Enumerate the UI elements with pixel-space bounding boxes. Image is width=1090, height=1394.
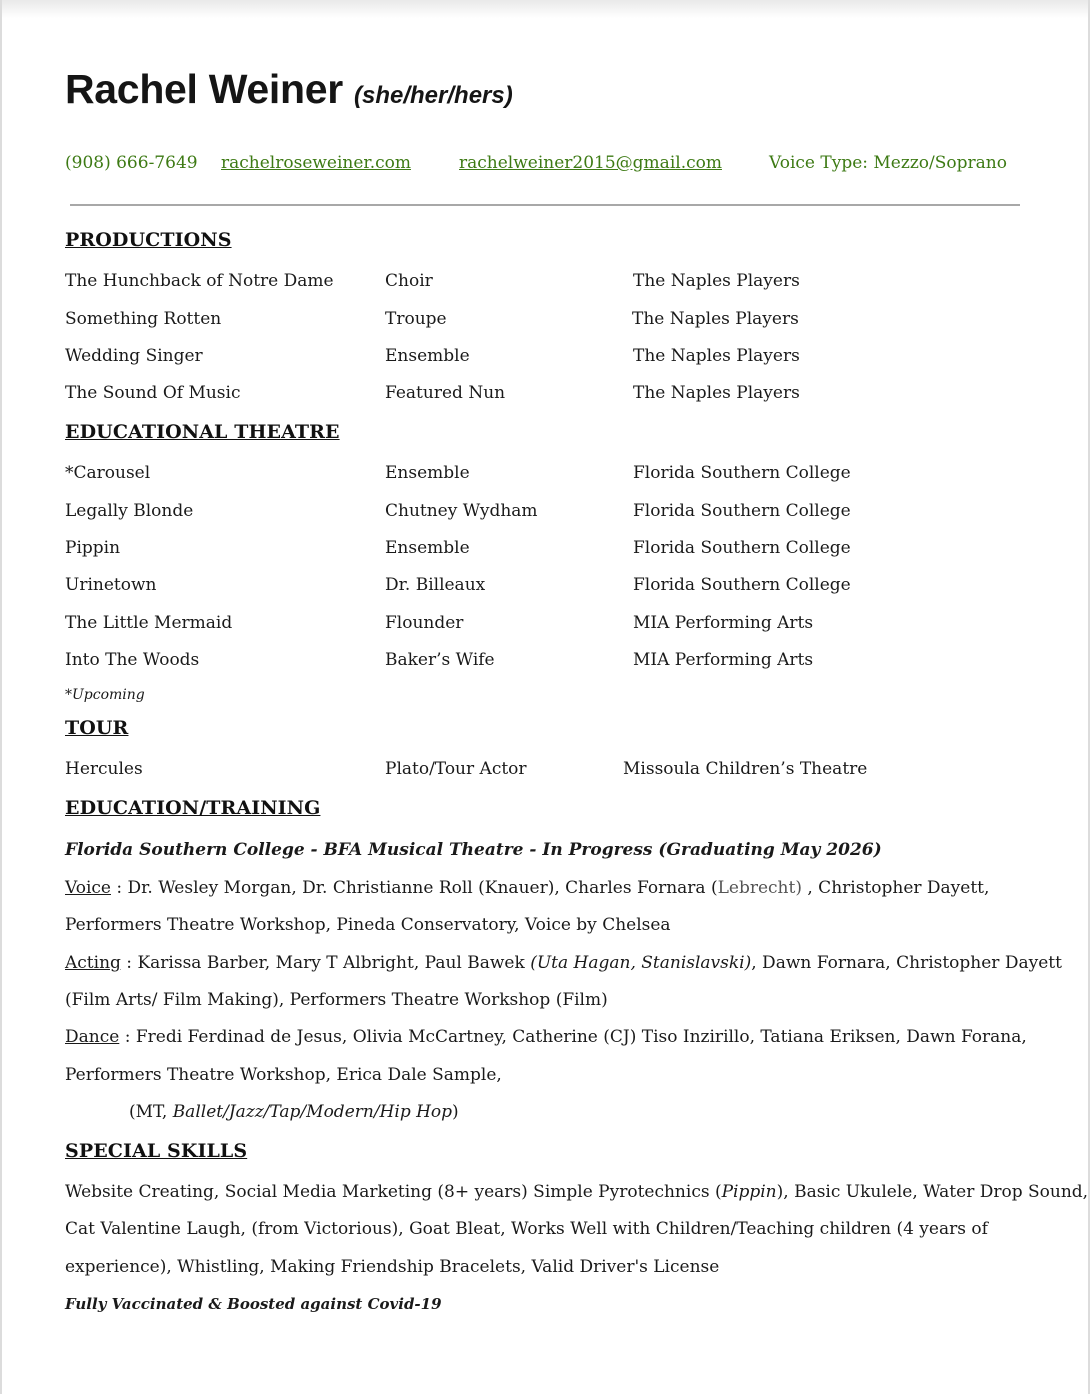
credit-role: Chutney Wydham (385, 501, 538, 521)
dance-teachers: : Fredi Ferdinad de Jesus, Olivia McCartney, Catherine (CJ) Tiso Inzirillo, Tatiana Eriksen, Dawn Forana, (119, 1027, 1027, 1047)
voice-teachers-cont: , Christopher Dayett, (801, 878, 990, 898)
credit-role: Choir (385, 271, 433, 291)
dance-styles-line (129, 1102, 459, 1122)
credit-show: The Hunchback of Notre Dame (65, 271, 334, 291)
skills-line-3: experience), Whistling, Making Friendship Bracelets, Valid Driver's License (65, 1257, 720, 1277)
voice-training-line-2: Performers Theatre Workshop, Pineda Conservatory, Voice by Chelsea (65, 915, 671, 935)
credit-role: Baker’s Wife (385, 650, 495, 670)
special-skills-heading: SPECIAL SKILLS (65, 1140, 248, 1162)
credit-show: Something Rotten (65, 309, 222, 329)
credit-company: The Naples Players (633, 271, 800, 291)
education-training-heading: EDUCATION/TRAINING (65, 797, 321, 819)
acting-training-line-2: (Film Arts/ Film Making), Performers Theatre Workshop (Film) (65, 990, 608, 1010)
credit-company: The Naples Players (633, 346, 800, 366)
credit-role: Flounder (385, 613, 464, 633)
voice-label: Voice (65, 878, 111, 898)
voice-training-line (65, 878, 989, 898)
skills-show-title: Pippin (721, 1182, 777, 1202)
acting-label: Acting (65, 953, 121, 973)
dance-styles-open: (MT, (129, 1102, 173, 1122)
resume-name: Rachel Weiner (65, 66, 343, 112)
credit-role: Dr. Billeaux (385, 575, 486, 595)
skills-text: Website Creating, Social Media Marketing (8+ years) Simple Pyrotechnics ( (65, 1182, 722, 1202)
phone-number: (908) 666-7649 (65, 153, 198, 173)
dance-training-line (65, 1027, 1027, 1047)
dance-training-line-2: Performers Theatre Workshop, Erica Dale Sample, (65, 1065, 502, 1085)
credit-role: Troupe (385, 309, 447, 329)
credit-show: Into The Woods (65, 650, 200, 670)
pronouns: (she/her/hers) (354, 82, 513, 109)
acting-teachers: : Karissa Barber, Mary T Albright, Paul Bawek (120, 953, 531, 973)
credit-role: Featured Nun (385, 383, 506, 403)
name-line (65, 66, 513, 113)
acting-training-line (65, 953, 1062, 973)
voice-type: Voice Type: Mezzo/Soprano (769, 153, 1007, 173)
credit-show: *Carousel (65, 463, 151, 483)
tour-heading: TOUR (65, 717, 129, 739)
website-link[interactable]: rachelroseweiner.com (221, 153, 411, 173)
skills-text-cont: ), Basic Ukulele, Water Drop Sound, (776, 1182, 1089, 1202)
credit-show: Hercules (65, 759, 143, 779)
credit-company: Florida Southern College (633, 463, 851, 483)
page-top-shadow (0, 0, 1090, 18)
productions-heading: PRODUCTIONS (65, 229, 232, 251)
credit-company: Missoula Children’s Theatre (623, 759, 868, 779)
credit-role: Ensemble (385, 346, 470, 366)
email-link[interactable]: rachelweiner2015@gmail.com (459, 153, 722, 173)
credit-role: Ensemble (385, 538, 470, 558)
credit-role: Ensemble (385, 463, 470, 483)
credit-company: The Naples Players (632, 309, 799, 329)
credit-company: MIA Performing Arts (633, 650, 814, 670)
credit-show: The Little Mermaid (65, 613, 233, 633)
credit-company: Florida Southern College (633, 538, 851, 558)
credit-show: Legally Blonde (65, 501, 194, 521)
degree-line: Florida Southern College - BFA Musical Theatre - In Progress (Graduating May 2026) (65, 840, 882, 860)
credit-show: Wedding Singer (65, 346, 203, 366)
skills-line-1 (65, 1182, 1088, 1202)
credit-role: Plato/Tour Actor (385, 759, 527, 779)
credit-show: The Sound Of Music (65, 383, 241, 403)
credit-company: MIA Performing Arts (633, 613, 814, 633)
educational-theatre-heading: EDUCATIONAL THEATRE (65, 421, 340, 443)
voice-teachers: : Dr. Wesley Morgan, Dr. Christianne Roll (Knauer), Charles Fornara ( (110, 878, 718, 898)
acting-teachers-cont: , Dawn Fornara, Christopher Dayett (751, 953, 1062, 973)
credit-company: Florida Southern College (633, 501, 851, 521)
credit-show: Urinetown (65, 575, 157, 595)
skills-line-2: Cat Valentine Laugh, (from Victorious), Goat Bleat, Works Well with Children/Teaching children (4 years of (65, 1219, 988, 1239)
upcoming-note: *Upcoming (65, 687, 145, 703)
credit-show: Pippin (65, 538, 121, 558)
page-left-border (0, 0, 2, 1394)
voice-teacher-note: Lebrecht) (717, 878, 802, 898)
dance-styles: Ballet/Jazz/Tap/Modern/Hip Hop (172, 1102, 453, 1122)
header-divider (70, 204, 1020, 206)
credit-company: The Naples Players (633, 383, 800, 403)
credit-company: Florida Southern College (633, 575, 851, 595)
vaccination-note: Fully Vaccinated & Boosted against Covid-19 (65, 1295, 442, 1313)
acting-methods: (Uta Hagan, Stanislavski) (530, 953, 752, 973)
dance-label: Dance (65, 1027, 120, 1047)
dance-styles-close: ) (452, 1102, 459, 1122)
